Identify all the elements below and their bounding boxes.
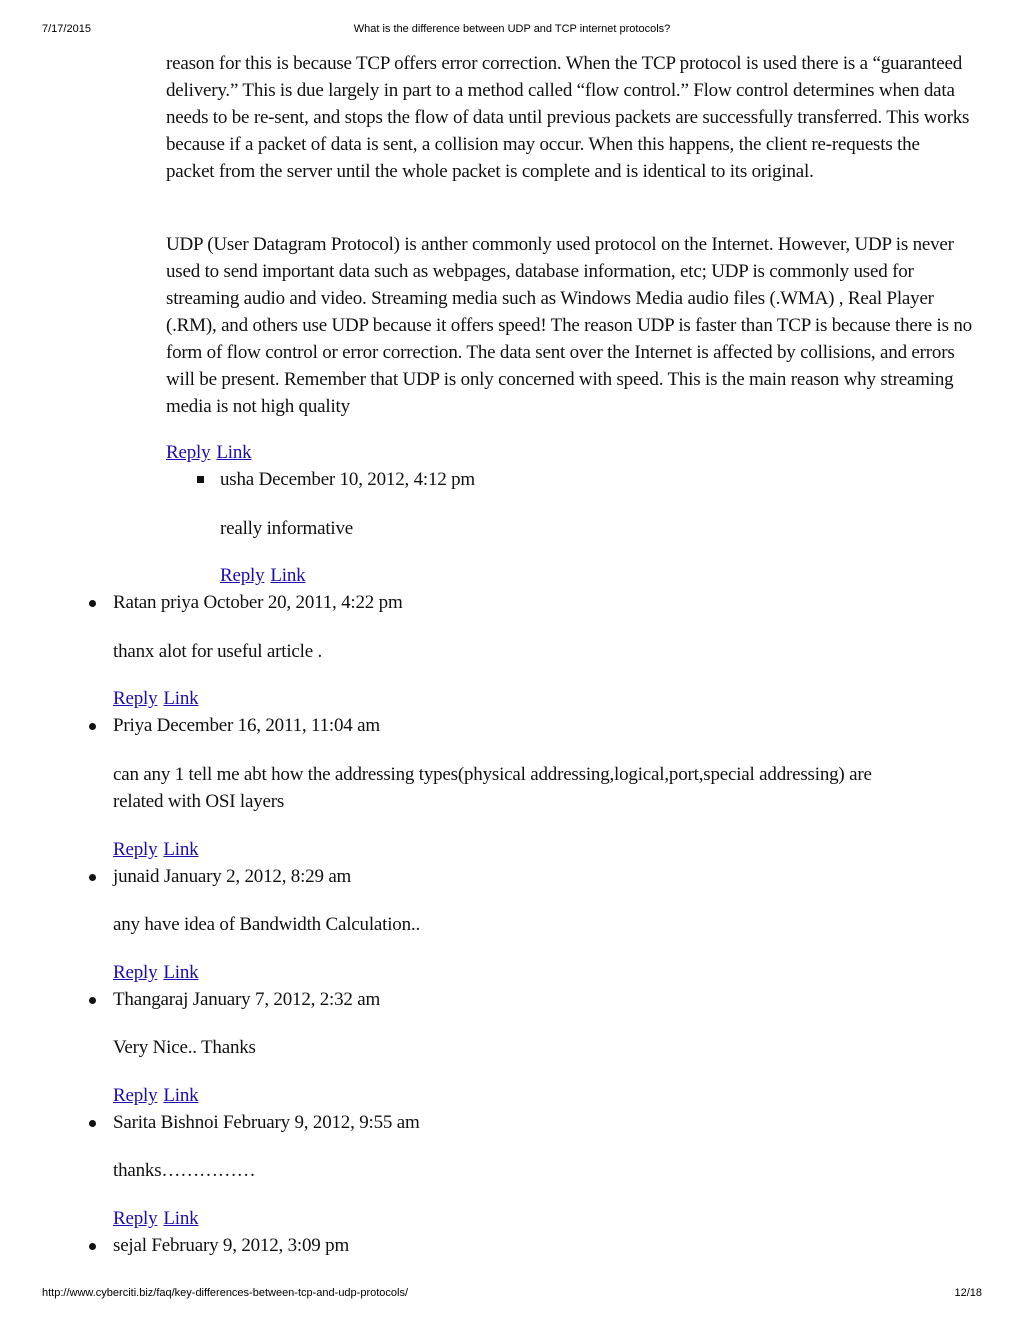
page-title: What is the difference between UDP and TCP internet protocols? bbox=[353, 23, 671, 35]
reply-link[interactable]: Reply bbox=[113, 1085, 158, 1106]
reply-link[interactable]: Reply bbox=[113, 962, 158, 983]
comment-meta bbox=[113, 986, 380, 1013]
comment-meta bbox=[113, 712, 380, 739]
comment-actions bbox=[113, 685, 204, 712]
comment-body: can any 1 tell me abt how the addressing types(physical addressing,logical,port,special addressing) are bbox=[113, 764, 872, 785]
comment-date: December 16, 2011, 11:04 am bbox=[156, 715, 380, 736]
comment-date: February 9, 2012, 3:09 pm bbox=[151, 1235, 350, 1256]
comment-actions bbox=[113, 1205, 204, 1232]
comment-author: sejal bbox=[113, 1235, 147, 1256]
comment-author: usha bbox=[220, 469, 255, 490]
comment-actions bbox=[113, 836, 204, 863]
disc-bullet-icon bbox=[89, 1120, 96, 1127]
comment-actions bbox=[166, 439, 257, 466]
comment-actions bbox=[113, 1082, 204, 1109]
comment-body: thanks…………… bbox=[113, 1160, 256, 1181]
comment-author: junaid bbox=[113, 866, 160, 887]
reply-link[interactable]: Reply bbox=[166, 442, 211, 463]
comment-date: December 10, 2012, 4:12 pm bbox=[258, 469, 476, 490]
comment-date: October 20, 2011, 4:22 pm bbox=[203, 592, 403, 613]
disc-bullet-icon bbox=[89, 1243, 96, 1250]
disc-bullet-icon bbox=[89, 874, 96, 881]
reply-link[interactable]: Reply bbox=[113, 839, 158, 860]
page-number: 12/18 bbox=[954, 1287, 982, 1299]
disc-bullet-icon bbox=[89, 600, 96, 607]
comment-meta bbox=[220, 466, 475, 493]
source-url: http://www.cyberciti.biz/faq/key-differences-between-tcp-and-udp-protocols/ bbox=[42, 1287, 409, 1299]
comment-meta bbox=[113, 589, 403, 616]
page-footer bbox=[0, 1287, 1024, 1303]
permalink-link[interactable]: Link bbox=[216, 442, 252, 463]
comment-body: Very Nice.. Thanks bbox=[113, 1037, 256, 1058]
permalink-link[interactable]: Link bbox=[163, 839, 199, 860]
reply-link[interactable]: Reply bbox=[113, 1208, 158, 1229]
comment-date: January 2, 2012, 8:29 am bbox=[163, 866, 352, 887]
print-date: 7/17/2015 bbox=[42, 23, 91, 35]
comment-author: Thangaraj bbox=[113, 989, 189, 1010]
comment-actions bbox=[113, 959, 204, 986]
comment-actions bbox=[220, 562, 311, 589]
comment-author: Ratan priya bbox=[113, 592, 199, 613]
square-bullet-icon bbox=[197, 476, 204, 483]
comment-meta bbox=[113, 863, 351, 890]
comment-body: thanx alot for useful article . bbox=[113, 641, 323, 662]
reply-link[interactable]: Reply bbox=[113, 688, 158, 709]
comment-meta bbox=[113, 1109, 420, 1136]
permalink-link[interactable]: Link bbox=[270, 565, 306, 586]
reply-link[interactable]: Reply bbox=[220, 565, 265, 586]
permalink-link[interactable]: Link bbox=[163, 962, 199, 983]
comment-body: any have idea of Bandwidth Calculation.. bbox=[113, 914, 420, 935]
comment-body: related with OSI layers bbox=[113, 791, 285, 812]
comment-author: Sarita Bishnoi bbox=[113, 1112, 219, 1133]
comment-meta bbox=[113, 1232, 349, 1259]
article-paragraph-tcp: reason for this is because TCP offers error correction. When the TCP protocol is used there is a “guaranteed delivery.” This is due largely in part to a method called “flow control.” Flow control determines when data needs to be re-sent, and stops the flow of data until previous packets are successfully transferred. This works because if a packet of data is sent, a collision may occur. When this happens, the client re-requests the packet from the server until the whole packet is complete and is identical to its original. bbox=[166, 53, 970, 182]
permalink-link[interactable]: Link bbox=[163, 1085, 199, 1106]
permalink-link[interactable]: Link bbox=[163, 688, 199, 709]
article-paragraph-udp: UDP (User Datagram Protocol) is anther commonly used protocol on the Internet. However, UDP is never used to send important data such as webpages, database information, etc; UDP is commonly used for streaming audio and video. Streaming media such as Windows Media audio files (.WMA) , Real Player (.RM), and others use UDP because it offers speed! The reason UDP is faster than TCP is because there is no form of flow control or error correction. The data sent over the Internet is affected by collisions, and errors will be present. Remember that UDP is only concerned with speed. This is the main reason why streaming media is not high quality bbox=[166, 234, 972, 417]
disc-bullet-icon bbox=[89, 723, 96, 730]
comment-body: really informative bbox=[220, 518, 354, 539]
disc-bullet-icon bbox=[89, 997, 96, 1004]
comment-date: January 7, 2012, 2:32 am bbox=[192, 989, 381, 1010]
page-header bbox=[0, 23, 1024, 39]
permalink-link[interactable]: Link bbox=[163, 1208, 199, 1229]
comment-date: February 9, 2012, 9:55 am bbox=[222, 1112, 420, 1133]
comment-author: Priya bbox=[113, 715, 153, 736]
